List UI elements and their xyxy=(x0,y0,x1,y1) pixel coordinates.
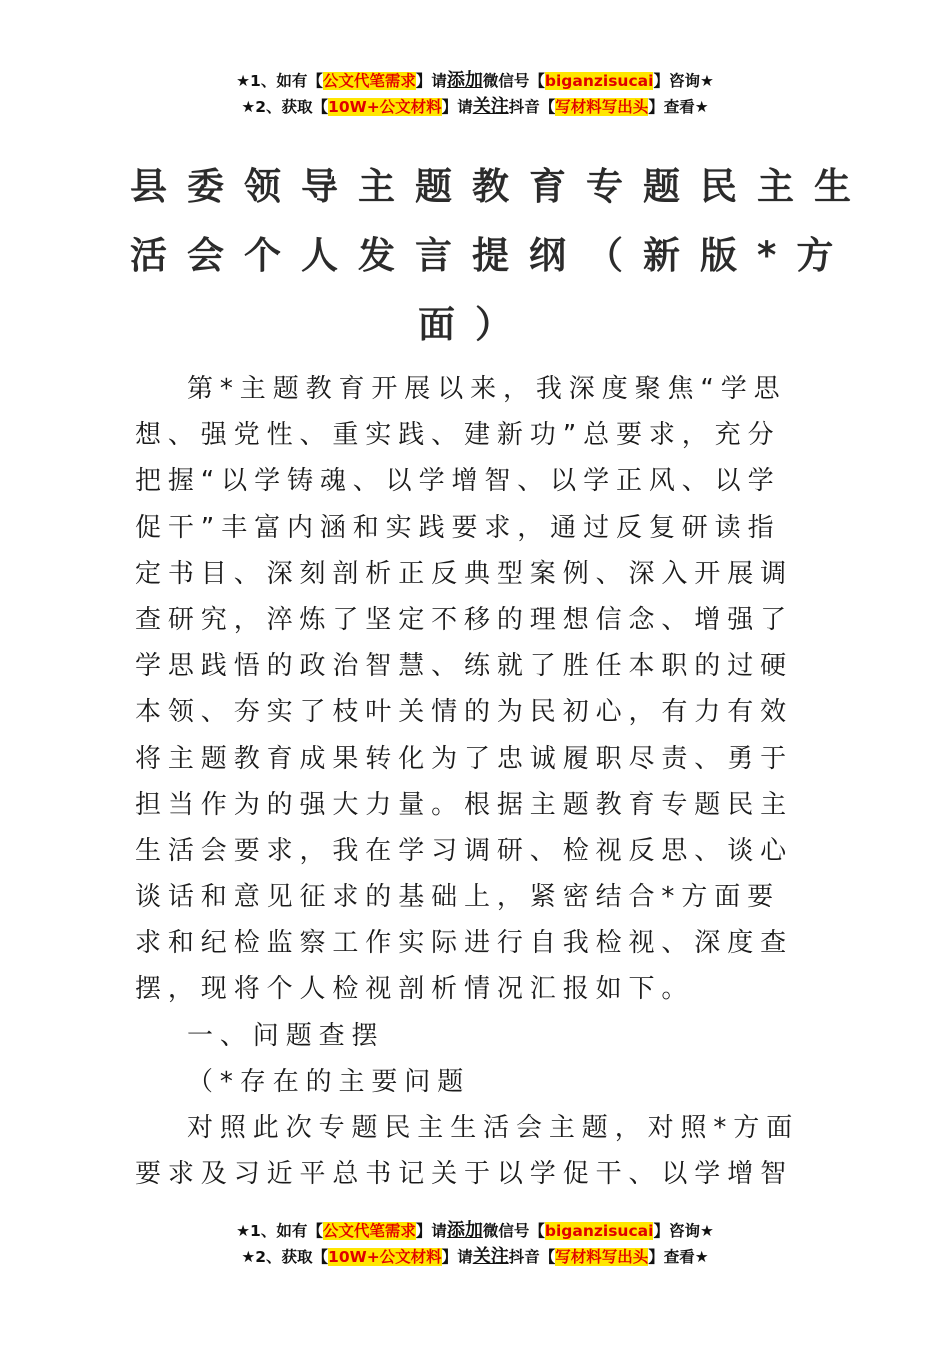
body-line: 摆，现将个人检视剖析情况汇报如下。 xyxy=(135,974,695,1005)
highlight-text: biganzisucai xyxy=(544,72,654,90)
footer-banner xyxy=(0,1218,950,1270)
highlight-text: 10W+公文材料 xyxy=(328,98,442,116)
banner-line-2: ★2、获取【10W+公文材料】请关注抖音【写材料写出头】查看★ xyxy=(241,1246,709,1267)
emphasis-text: 添加 xyxy=(446,70,483,91)
title-line: 县委领导主题教育专题民主生 xyxy=(130,165,871,208)
body-line: 将主题教育成果转化为了忠诚履职尽责、勇于 xyxy=(135,743,794,774)
emphasis-text: 添加 xyxy=(446,1220,483,1241)
emphasis-text: 关注 xyxy=(472,96,509,117)
body-line: 谈话和意见征求的基础上，紧密结合*方面要 xyxy=(135,882,781,913)
body-line: 学思践悟的政治智慧、练就了胜任本职的过硬 xyxy=(135,651,794,682)
body-line: 对照此次专题民主生活会主题，对照*方面 xyxy=(187,1113,800,1143)
document-title xyxy=(130,152,871,359)
title-line: 面） xyxy=(418,303,532,346)
section-heading: 一、问题查摆 xyxy=(187,1020,385,1051)
highlight-text: 写材料写出头 xyxy=(555,1248,649,1266)
highlight-text: 10W+公文材料 xyxy=(328,1248,442,1266)
banner-line-1: ★1、如有【公文代笔需求】请添加微信号【biganzisucai】咨询★ xyxy=(236,1220,714,1241)
body-line: 第*主题教育开展以来，我深度聚焦“学思 xyxy=(187,374,787,404)
body-line: 担当作为的强大力量。根据主题教育专题民主 xyxy=(135,789,794,820)
document-body xyxy=(135,366,825,1197)
body-line: 本领、夯实了枝叶关情的为民初心，有力有效 xyxy=(135,697,794,728)
subsection-heading: （*存在的主要问题 xyxy=(187,1066,471,1097)
highlight-text: 公文代笔需求 xyxy=(322,72,416,90)
highlight-text: biganzisucai xyxy=(544,1222,654,1240)
body-line: 要求及习近平总书记关于以学促干、以学增智 xyxy=(135,1159,794,1190)
banner-line-1: ★1、如有【公文代笔需求】请添加微信号【biganzisucai】咨询★ xyxy=(236,70,714,91)
body-line: 促干”丰富内涵和实践要求，通过反复研读指 xyxy=(135,512,781,543)
emphasis-text: 关注 xyxy=(472,1246,509,1267)
body-line: 查研究，淬炼了坚定不移的理想信念、增强了 xyxy=(135,604,794,635)
highlight-text: 公文代笔需求 xyxy=(322,1222,416,1240)
body-line: 定书目、深刻剖析正反典型案例、深入开展调 xyxy=(135,558,794,589)
body-line: 想、强党性、重实践、建新功”总要求，充分 xyxy=(135,420,781,451)
body-line: 求和纪检监察工作实际进行自我检视、深度查 xyxy=(135,928,794,959)
title-line: 活会个人发言提纲（新版*方 xyxy=(130,234,854,277)
header-banner xyxy=(0,68,950,120)
body-line: 生活会要求，我在学习调研、检视反思、谈心 xyxy=(135,835,794,866)
highlight-text: 写材料写出头 xyxy=(555,98,649,116)
banner-line-2: ★2、获取【10W+公文材料】请关注抖音【写材料写出头】查看★ xyxy=(241,96,709,117)
body-line: 把握“以学铸魂、以学增智、以学正风、以学 xyxy=(135,466,781,497)
